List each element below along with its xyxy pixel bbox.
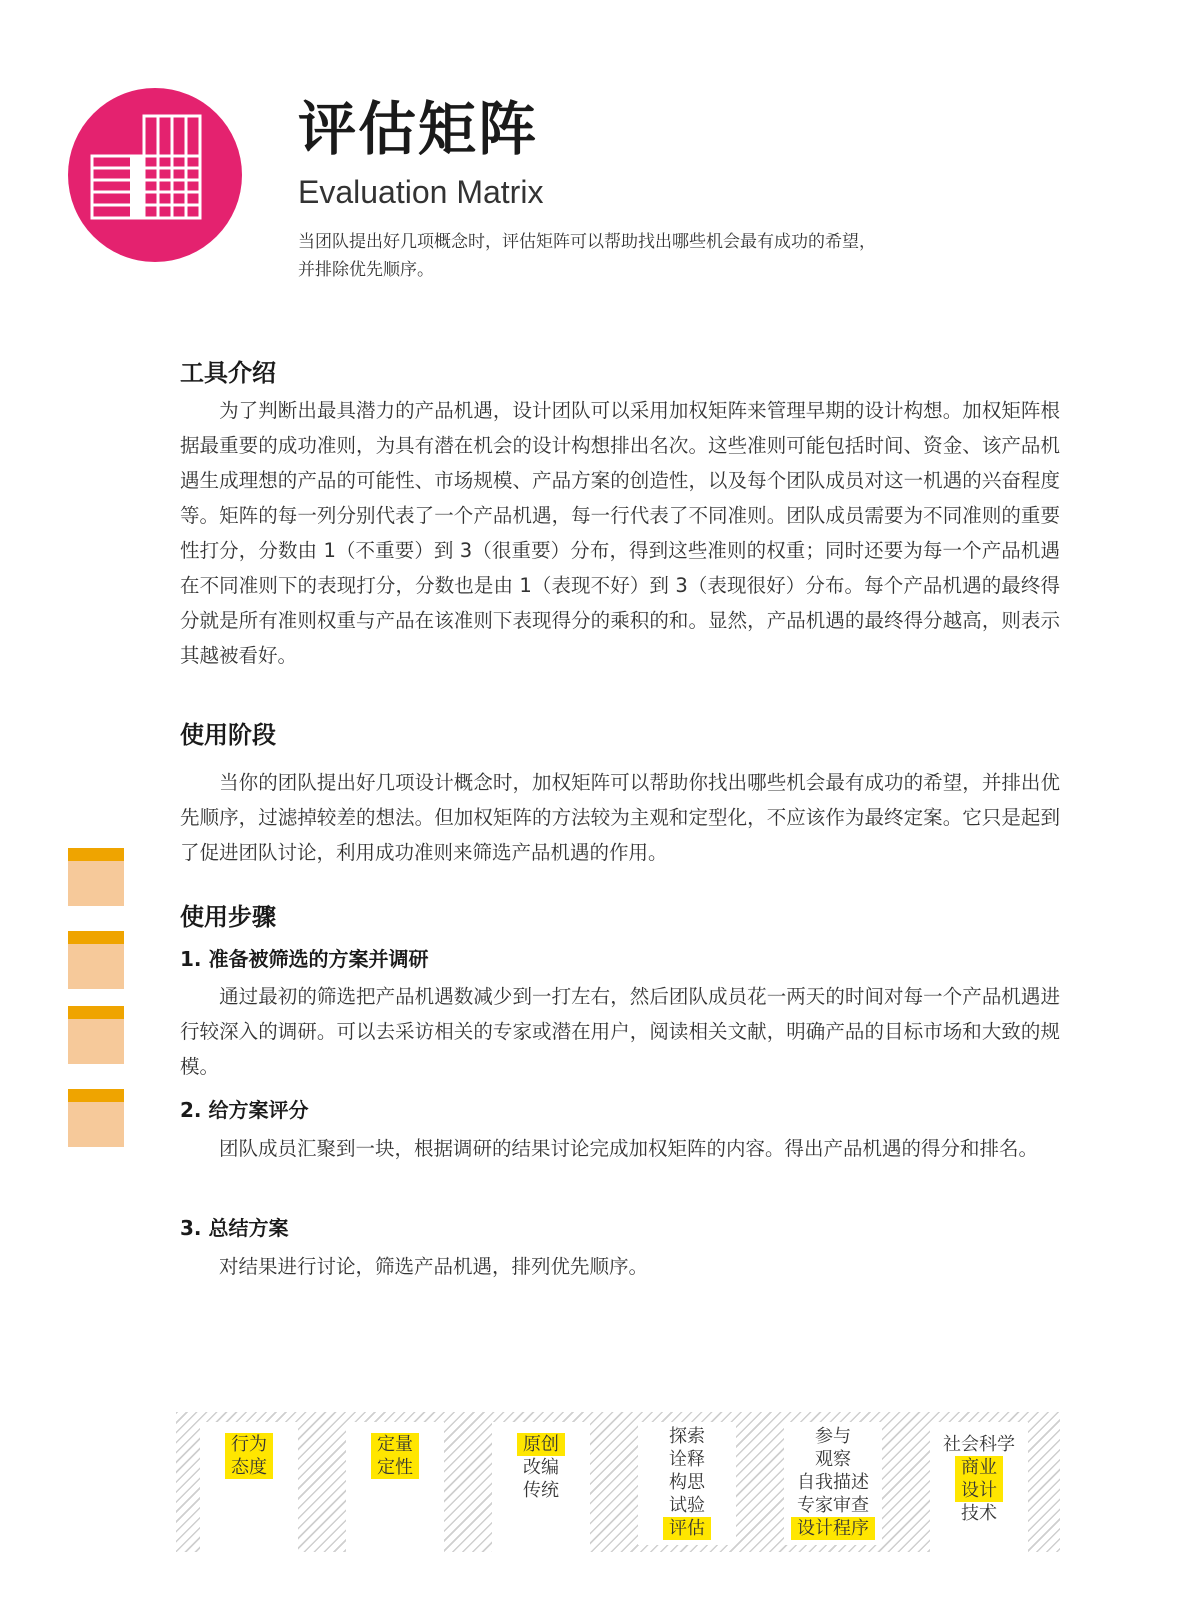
intro-line: 当团队提出好几项概念时，评估矩阵可以帮助找出哪些机会最有成功的希望， bbox=[298, 232, 876, 252]
step-body-1: 通过最初的筛选把产品机遇数减少到一打左右，然后团队成员花一两天的时间对每一个产品机遇进行较深入的调研。可以去采访相关的专家或潜在用户，阅读相关文献，明确产品的目标市场和大致的规模。 bbox=[180, 985, 1060, 1078]
intro-line: 并排除优先顺序。 bbox=[298, 260, 434, 280]
section-heading-intro: 工具介绍 bbox=[180, 359, 276, 387]
side-tab bbox=[68, 931, 124, 989]
category-group-5 bbox=[784, 1422, 882, 1545]
category-tag: 试验 bbox=[669, 1495, 705, 1516]
section-body-intro: 为了判断出最具潜力的产品机遇，设计团队可以采用加权矩阵来管理早期的设计构想。加权矩阵根据最重要的成功准则，为具有潜在机会的设计构想排出名次。这些准则可能包括时间、资金、该产品机遇生成理想的产品的可能性、市场规模、产品方案的创造性，以及每个团队成员对这一机遇的兴奋程度等。矩阵的每一列分别代表了一个产品机遇，每一行代表了不同准则。团队成员需要为不同准则的重要性打分，分数由 1（不重要）到 3（很重要）分布，得到这些准则的权重；同时还要为每一个产品机遇在不同准则下的表现打分，分数也是由 1（表现不好）到 3（表现很好）分布。每个产品机遇的最终得分就是所有准则权重与产品在该准则下表现得分的乘积的和。显然，产品机遇的最终得分越高，则表示其越被看好。 bbox=[180, 399, 1060, 667]
side-tab-strip bbox=[68, 1089, 124, 1102]
category-tag: 诠释 bbox=[669, 1449, 705, 1470]
side-tab bbox=[68, 848, 124, 906]
step-body-2: 团队成员汇聚到一块，根据调研的结果讨论完成加权矩阵的内容。得出产品机遇的得分和排名。 bbox=[180, 1137, 1039, 1160]
category-tag: 态度 bbox=[225, 1456, 273, 1479]
category-tag: 参与 bbox=[815, 1426, 851, 1447]
category-tag: 设计 bbox=[955, 1479, 1003, 1502]
step-body-3: 对结果进行讨论，筛选产品机遇，排列优先顺序。 bbox=[180, 1255, 649, 1278]
category-tag: 传统 bbox=[523, 1480, 559, 1501]
category-group-3 bbox=[492, 1422, 590, 1553]
category-tag: 定量 bbox=[371, 1433, 419, 1456]
category-tag: 设计程序 bbox=[791, 1517, 875, 1540]
side-tab-strip bbox=[68, 1006, 124, 1019]
side-tab-strip bbox=[68, 848, 124, 861]
page-subtitle-en: Evaluation Matrix bbox=[298, 174, 544, 210]
side-tab-strip bbox=[68, 931, 124, 944]
matrix-grid-graphic bbox=[68, 88, 242, 262]
category-tag: 技术 bbox=[961, 1503, 997, 1524]
category-tag: 探索 bbox=[669, 1426, 705, 1447]
category-tag: 观察 bbox=[815, 1449, 851, 1470]
step-title-3: 3. 总结方案 bbox=[180, 1216, 289, 1240]
section-body-stage: 当你的团队提出好几项设计概念时，加权矩阵可以帮助你找出哪些机会最有成功的希望，并排出优先顺序，过滤掉较差的想法。但加权矩阵的方法较为主观和定型化，不应该作为最终定案。它只是起到了促进团队讨论，利用成功准则来筛选产品机遇的作用。 bbox=[180, 771, 1060, 864]
side-tab bbox=[68, 1089, 124, 1147]
category-tag: 商业 bbox=[955, 1456, 1003, 1479]
category-tag: 评估 bbox=[663, 1517, 711, 1540]
category-tag: 行为 bbox=[225, 1433, 273, 1456]
section-heading-steps: 使用步骤 bbox=[180, 903, 276, 931]
intro-summary bbox=[298, 228, 1018, 284]
side-tab bbox=[68, 1006, 124, 1064]
category-group-6 bbox=[930, 1422, 1028, 1553]
category-tag: 改编 bbox=[523, 1457, 559, 1478]
category-tag: 构思 bbox=[669, 1472, 705, 1493]
category-tag: 专家审查 bbox=[797, 1495, 869, 1516]
category-bar bbox=[176, 1412, 1060, 1552]
section-heading-stage: 使用阶段 bbox=[180, 721, 276, 749]
category-group-4 bbox=[638, 1422, 736, 1545]
step-title-2: 2. 给方案评分 bbox=[180, 1098, 309, 1122]
page-title: 评估矩阵 bbox=[298, 95, 539, 163]
category-tag: 定性 bbox=[371, 1456, 419, 1479]
category-tag: 社会科学 bbox=[943, 1434, 1015, 1455]
matrix-grid-icon bbox=[68, 88, 242, 262]
category-tag: 原创 bbox=[517, 1433, 565, 1456]
category-group-2 bbox=[346, 1422, 444, 1553]
category-tag: 自我描述 bbox=[797, 1472, 869, 1493]
category-group-1 bbox=[200, 1422, 298, 1553]
step-title-1: 1. 准备被筛选的方案并调研 bbox=[180, 947, 429, 971]
